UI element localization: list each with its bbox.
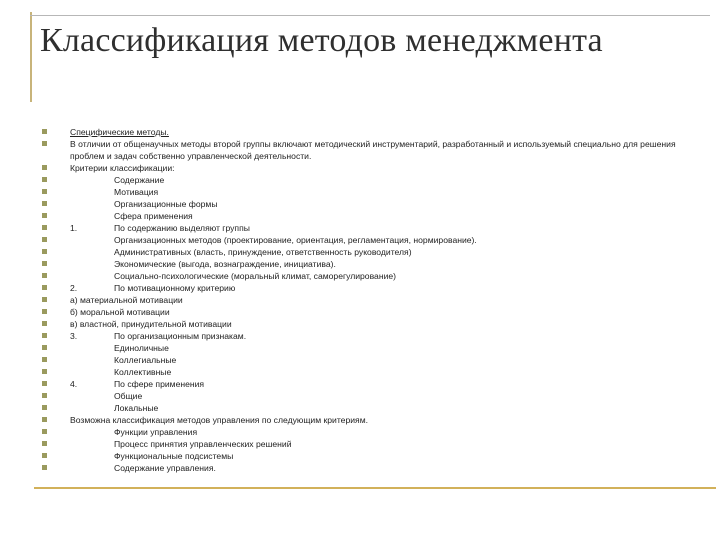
- list-item: [40, 354, 680, 366]
- list-item: [40, 390, 680, 402]
- list-item-text: Содержание: [114, 175, 165, 185]
- list-item: [40, 342, 680, 354]
- list-item: [40, 270, 680, 282]
- list-item-text: Коллегиальные: [114, 355, 177, 365]
- list-item: [40, 378, 680, 390]
- list-item-number: 4.: [70, 379, 78, 389]
- list-item: [40, 210, 680, 222]
- list-item: [40, 222, 680, 234]
- list-item: [40, 234, 680, 246]
- title-accent-line: [30, 12, 32, 102]
- list-item-text: Экономические (выгода, вознаграждение, инициатива).: [114, 259, 336, 269]
- list-item-text: Общие: [114, 391, 143, 401]
- list-item-text: Социально-психологические (моральный климат, саморегулирование): [114, 271, 397, 281]
- list-item-text: Мотивация: [114, 187, 159, 197]
- list-item: [40, 450, 680, 462]
- list-item-text: Коллективные: [114, 367, 172, 377]
- list-item: [40, 246, 680, 258]
- list-item-number: 2.: [70, 283, 78, 293]
- list-item: [40, 306, 680, 318]
- list-item: [40, 198, 680, 210]
- list-item: [40, 366, 680, 378]
- list-item: [40, 402, 680, 414]
- list-item-text: По мотивационному критерию: [114, 283, 236, 293]
- list-item-text: Критерии классификации:: [70, 163, 175, 173]
- list-item: [40, 282, 680, 294]
- list-item: [40, 186, 680, 198]
- list-item-text: По сфере применения: [114, 379, 205, 389]
- list-item-text: б) моральной мотивации: [70, 307, 170, 317]
- list-item-text: Функции управления: [114, 427, 198, 437]
- list-item-text: а) материальной мотивации: [70, 295, 183, 305]
- list-item: [40, 162, 680, 174]
- list-item: [40, 414, 680, 426]
- list-item-text: По организационным признакам.: [114, 331, 247, 341]
- list-item: [40, 126, 680, 138]
- list-item: [40, 174, 680, 186]
- list-item-text: Локальные: [114, 403, 159, 413]
- list-item-text: В отличии от общенаучных методы второй группы включают методический инструментарий, разработанный и используемый специально для решения проблем и задач собственно управленческой деятельности.: [70, 139, 676, 161]
- list-item: [40, 438, 680, 450]
- list-item-text: Содержание управления.: [114, 463, 216, 473]
- list-item-text: Организационных методов (проектирование, ориентация, регламентация, нормирование).: [114, 235, 477, 245]
- list-item-text: Административных (власть, принуждение, ответственность руководителя): [114, 247, 412, 257]
- list-item-text: Сфера применения: [114, 211, 193, 221]
- list-item: [40, 462, 680, 474]
- bullet-list: [40, 126, 680, 474]
- list-item: [40, 294, 680, 306]
- list-item: [40, 330, 680, 342]
- list-item-text: По содержанию выделяют группы: [114, 223, 250, 233]
- list-item-number: 1.: [70, 223, 78, 233]
- list-item: [40, 426, 680, 438]
- list-item-text: Специфические методы.: [70, 127, 169, 137]
- list-item: [40, 138, 680, 162]
- slide-title: Классификация методов менеджмента: [40, 22, 603, 59]
- list-item-text: в) властной, принудительной мотивации: [70, 319, 232, 329]
- list-item: [40, 318, 680, 330]
- list-item-text: Процесс принятия управленческих решений: [114, 439, 292, 449]
- top-rule: [30, 15, 710, 16]
- list-item-text: Организационные формы: [114, 199, 218, 209]
- list-item-number: 3.: [70, 331, 78, 341]
- list-item: [40, 258, 680, 270]
- bottom-rule: [34, 487, 716, 489]
- list-item-text: Единоличные: [114, 343, 169, 353]
- list-item-text: Возможна классификация методов управления по следующим критериям.: [70, 415, 368, 425]
- list-item-text: Функциональные подсистемы: [114, 451, 234, 461]
